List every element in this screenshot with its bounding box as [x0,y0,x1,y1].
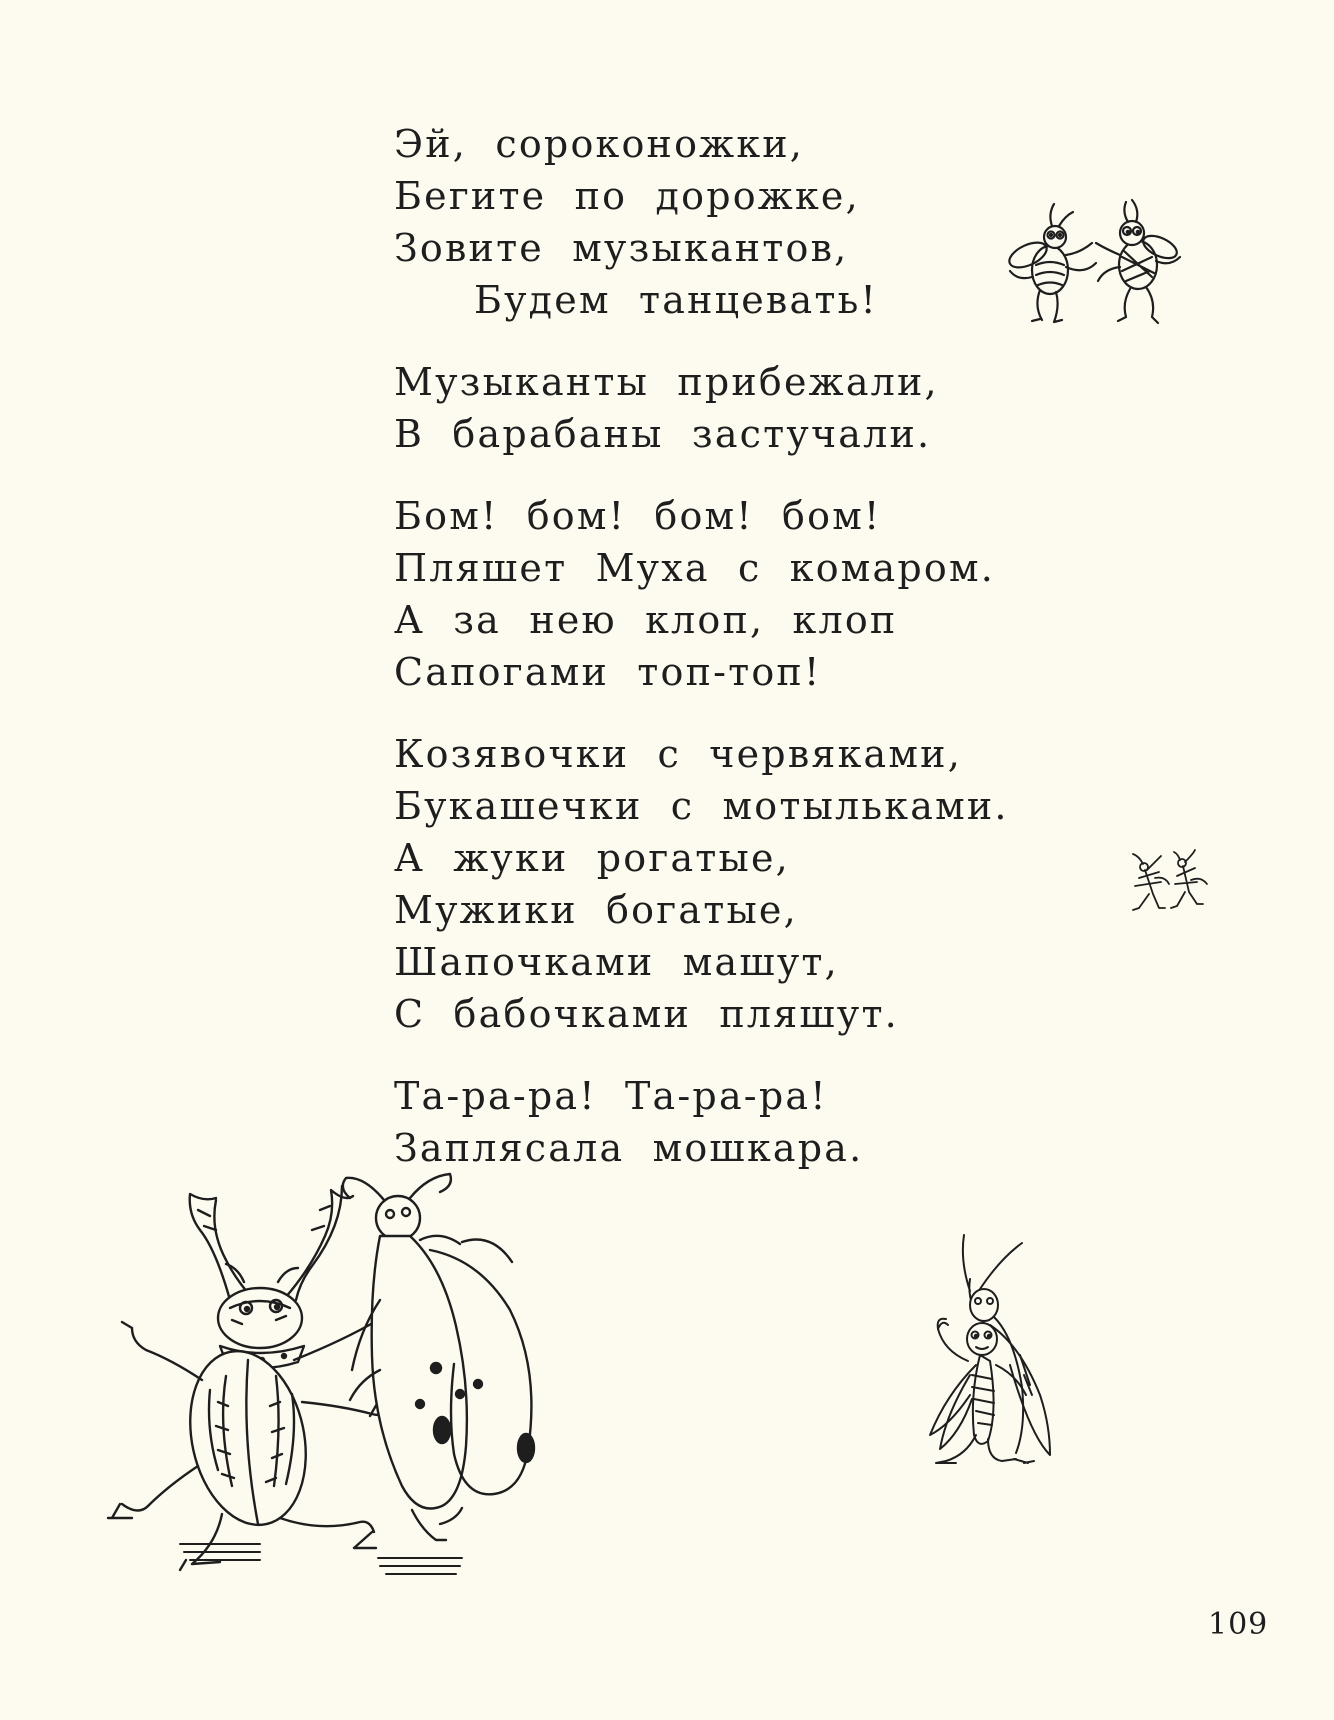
poem-line: Та-ра-ра! Та-ра-ра! [394,1074,828,1118]
dancing-flies-icon [1000,195,1200,345]
stanza-5 [394,1070,1054,1174]
stanza-3 [394,490,1054,698]
poem-line: С бабочками пляшут. [394,992,899,1036]
poem-line: Бегите по дорожке, [394,174,860,218]
poem-line: В барабаны застучали. [394,412,932,456]
poem-line: А за нею клоп, клоп [394,598,898,642]
poem-line: Сапогами топ-топ! [394,650,822,694]
stag-beetle-and-moth-icon [80,1170,640,1570]
mosquitoes-icon [1125,850,1215,920]
page-number: 109 [1208,1607,1269,1642]
poem-line: А жуки рогатые, [394,836,790,880]
poem-line: Пляшет Муха с комаром. [394,546,996,590]
poem-line: Будем танцевать! [474,278,878,322]
poem-line: Зовите музыкантов, [394,226,849,270]
stanza-1 [394,118,1054,326]
stanza-2 [394,356,1054,460]
poem-line: Шапочками машут, [394,940,839,984]
poem-line: Букашечки с мотыльками. [394,784,1009,828]
poem-line: Эй, сороконожки, [394,122,805,166]
poem-line: Бом! бом! бом! бом! [394,494,882,538]
poem-line: Козявочки с червяками, [394,732,962,776]
dancing-grasshoppers-icon [920,1235,1080,1485]
stanza-4 [394,728,1054,1040]
poem-line: Заплясала мошкара. [394,1126,864,1170]
poem-line: Музыканты прибежали, [394,360,939,404]
poem-line: Мужики богатые, [394,888,798,932]
poem [394,118,1054,1204]
